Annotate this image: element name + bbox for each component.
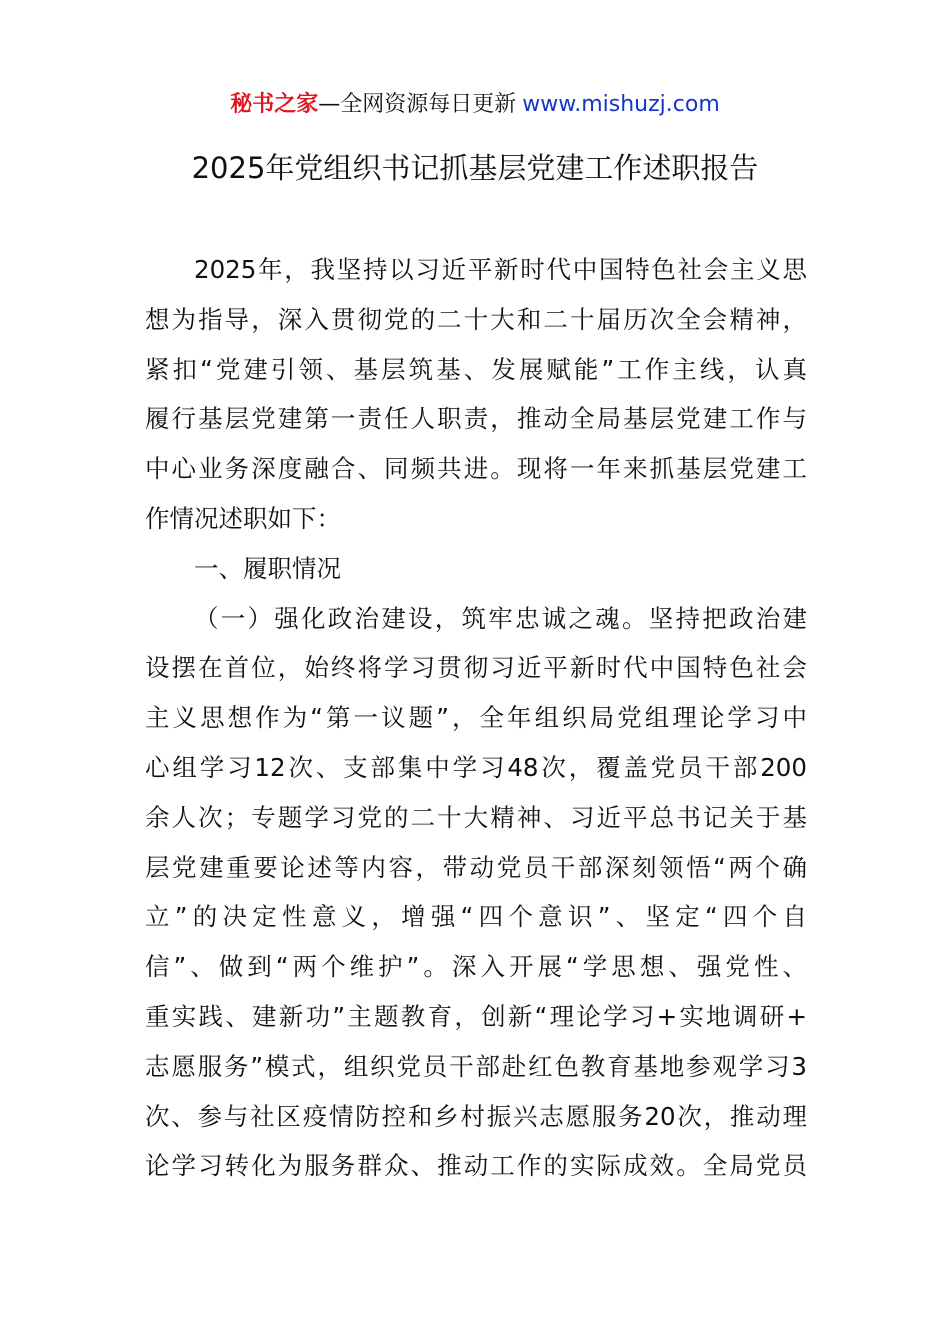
- body-line: 紧扣“党建引领、基层筑基、发展赋能”工作主线，认真: [145, 354, 807, 384]
- document-title: 2025年党组织书记抓基层党建工作述职报告: [191, 151, 759, 185]
- body-line: 重实践、建新功”主题教育，创新“理论学习+实地调研+: [145, 1001, 807, 1031]
- body-line: 想为指导，深入贯彻党的二十大和二十届历次全会精神，: [145, 304, 807, 334]
- body-line: 论学习转化为服务群众、推动工作的实际成效。全局党员: [145, 1151, 807, 1181]
- body-line: 主义思想作为“第一议题”，全年组织局党组理论学习中: [145, 703, 807, 733]
- site-banner: [0, 88, 950, 122]
- body-line: 层党建重要论述等内容，带动党员干部深刻领悟“两个确: [145, 852, 807, 882]
- site-slogan: —全网资源每日更新: [318, 92, 517, 117]
- body-line: 设摆在首位，始终将学习贯彻习近平新时代中国特色社会: [145, 653, 807, 683]
- body-line: 心组学习12次、支部集中学习48次，覆盖党员干部200: [145, 752, 807, 782]
- site-url[interactable]: www.mishuzj.com: [522, 92, 720, 117]
- body-line: 中心业务深度融合、同频共进。现将一年来抓基层党建工: [145, 454, 807, 484]
- body-line: 履行基层党建第一责任人职责，推动全局基层党建工作与: [145, 404, 807, 434]
- body-line: 2025年，我坚持以习近平新时代中国特色社会主义思: [194, 255, 807, 284]
- body-line: （一）强化政治建设，筑牢忠诚之魂。坚持把政治建: [194, 603, 807, 633]
- body-line: 立”的决定性意义，增强“四个意识”、坚定“四个自: [145, 902, 807, 932]
- body-line: 余人次；专题学习党的二十大精神、习近平总书记关于基: [145, 802, 807, 832]
- section-heading: 一、履职情况: [194, 553, 341, 583]
- body-line: 次、参与社区疫情防控和乡村振兴志愿服务20次，推动理: [145, 1101, 807, 1131]
- site-brand: 秘书之家: [230, 92, 319, 117]
- body-line: 作情况述职如下：: [145, 503, 341, 533]
- body-line: 信”、做到“两个维护”。深入开展“学思想、强党性、: [145, 952, 807, 982]
- body-line: 志愿服务”模式，组织党员干部赴红色教育基地参观学习3: [145, 1051, 807, 1081]
- document-body: [145, 245, 807, 1191]
